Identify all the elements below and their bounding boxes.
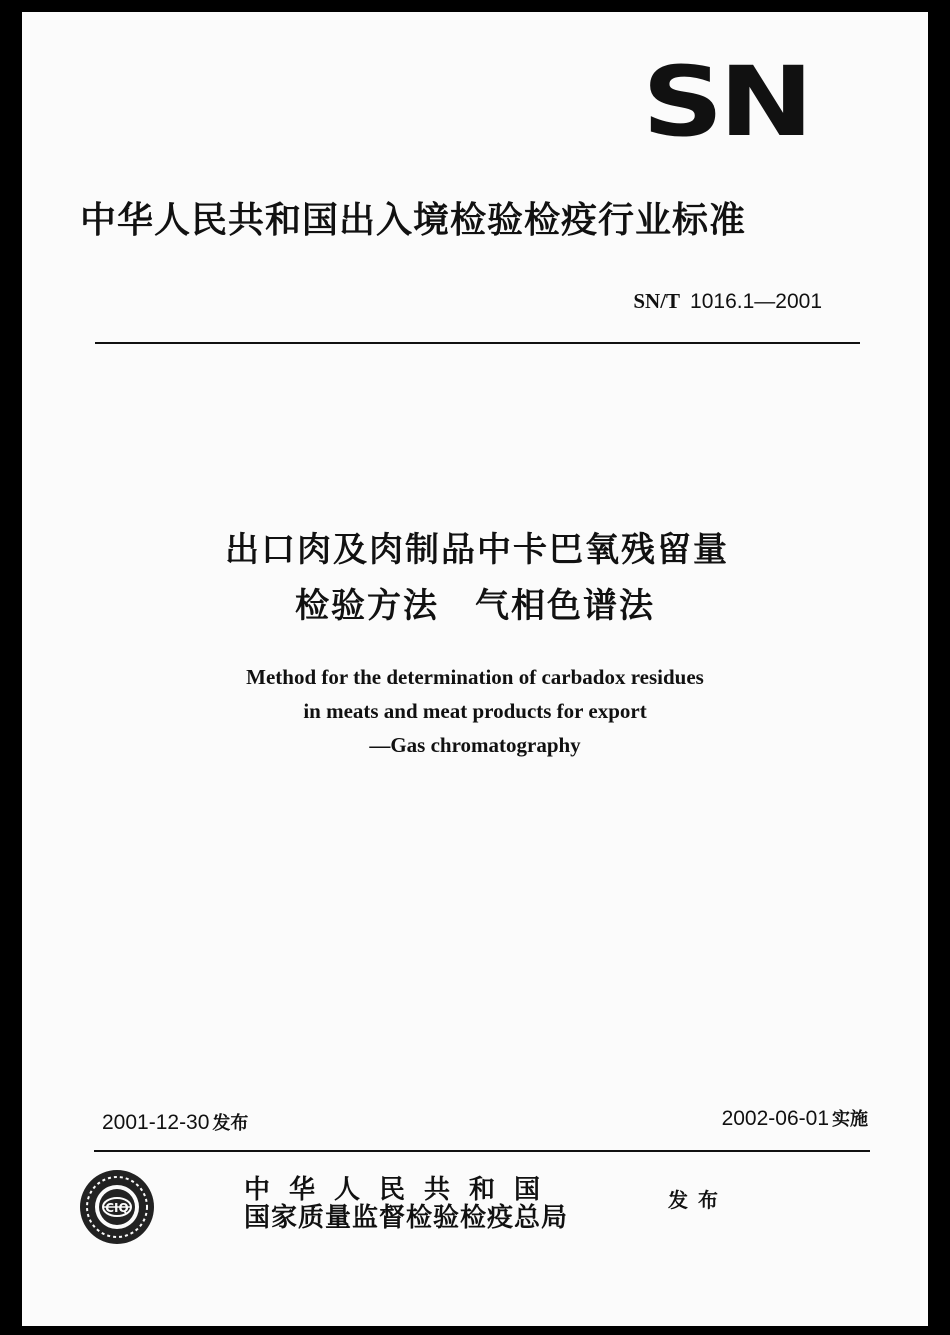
english-title-line-1: Method for the determination of carbadox residues xyxy=(246,665,704,689)
issuer-action: 发布 xyxy=(668,1188,728,1212)
aqsiq-emblem-icon xyxy=(78,1168,156,1246)
issuer-line-1: 中华人民共和国 xyxy=(244,1175,560,1205)
effective-date-tag: 实施 xyxy=(832,1109,868,1130)
chinese-title-technique: 气相色谱法 xyxy=(475,586,655,626)
chinese-title-method: 检验方法 xyxy=(295,586,439,626)
issuer-line-2: 国家质量监督检验检疫总局 xyxy=(244,1203,569,1233)
standard-code: 1016.1—2001 xyxy=(690,290,822,313)
chinese-title-line-2 xyxy=(22,582,928,630)
sn-logo: SN xyxy=(642,46,809,158)
issue-date xyxy=(102,1106,248,1140)
effective-date xyxy=(722,1102,868,1136)
english-title-line-3: —Gas chromatography xyxy=(369,733,581,757)
organization-title: 中华人民共和国出入境检验检疫行业标准 xyxy=(80,200,747,241)
top-divider xyxy=(95,342,860,344)
document-page xyxy=(22,12,928,1326)
bottom-divider xyxy=(94,1150,870,1152)
emblem-text: CIQ xyxy=(105,1201,129,1215)
standard-prefix: SN/T xyxy=(633,289,681,313)
effective-date-value: 2002-06-01 xyxy=(721,1107,829,1130)
chinese-title-line-1: 出口肉及肉制品中卡巴氧残留量 xyxy=(225,530,729,570)
issue-date-value: 2001-12-30 xyxy=(102,1111,210,1134)
english-title-line-2: in meats and meat products for export xyxy=(303,699,647,723)
standard-number xyxy=(633,286,822,316)
issue-date-tag: 发布 xyxy=(212,1113,249,1134)
